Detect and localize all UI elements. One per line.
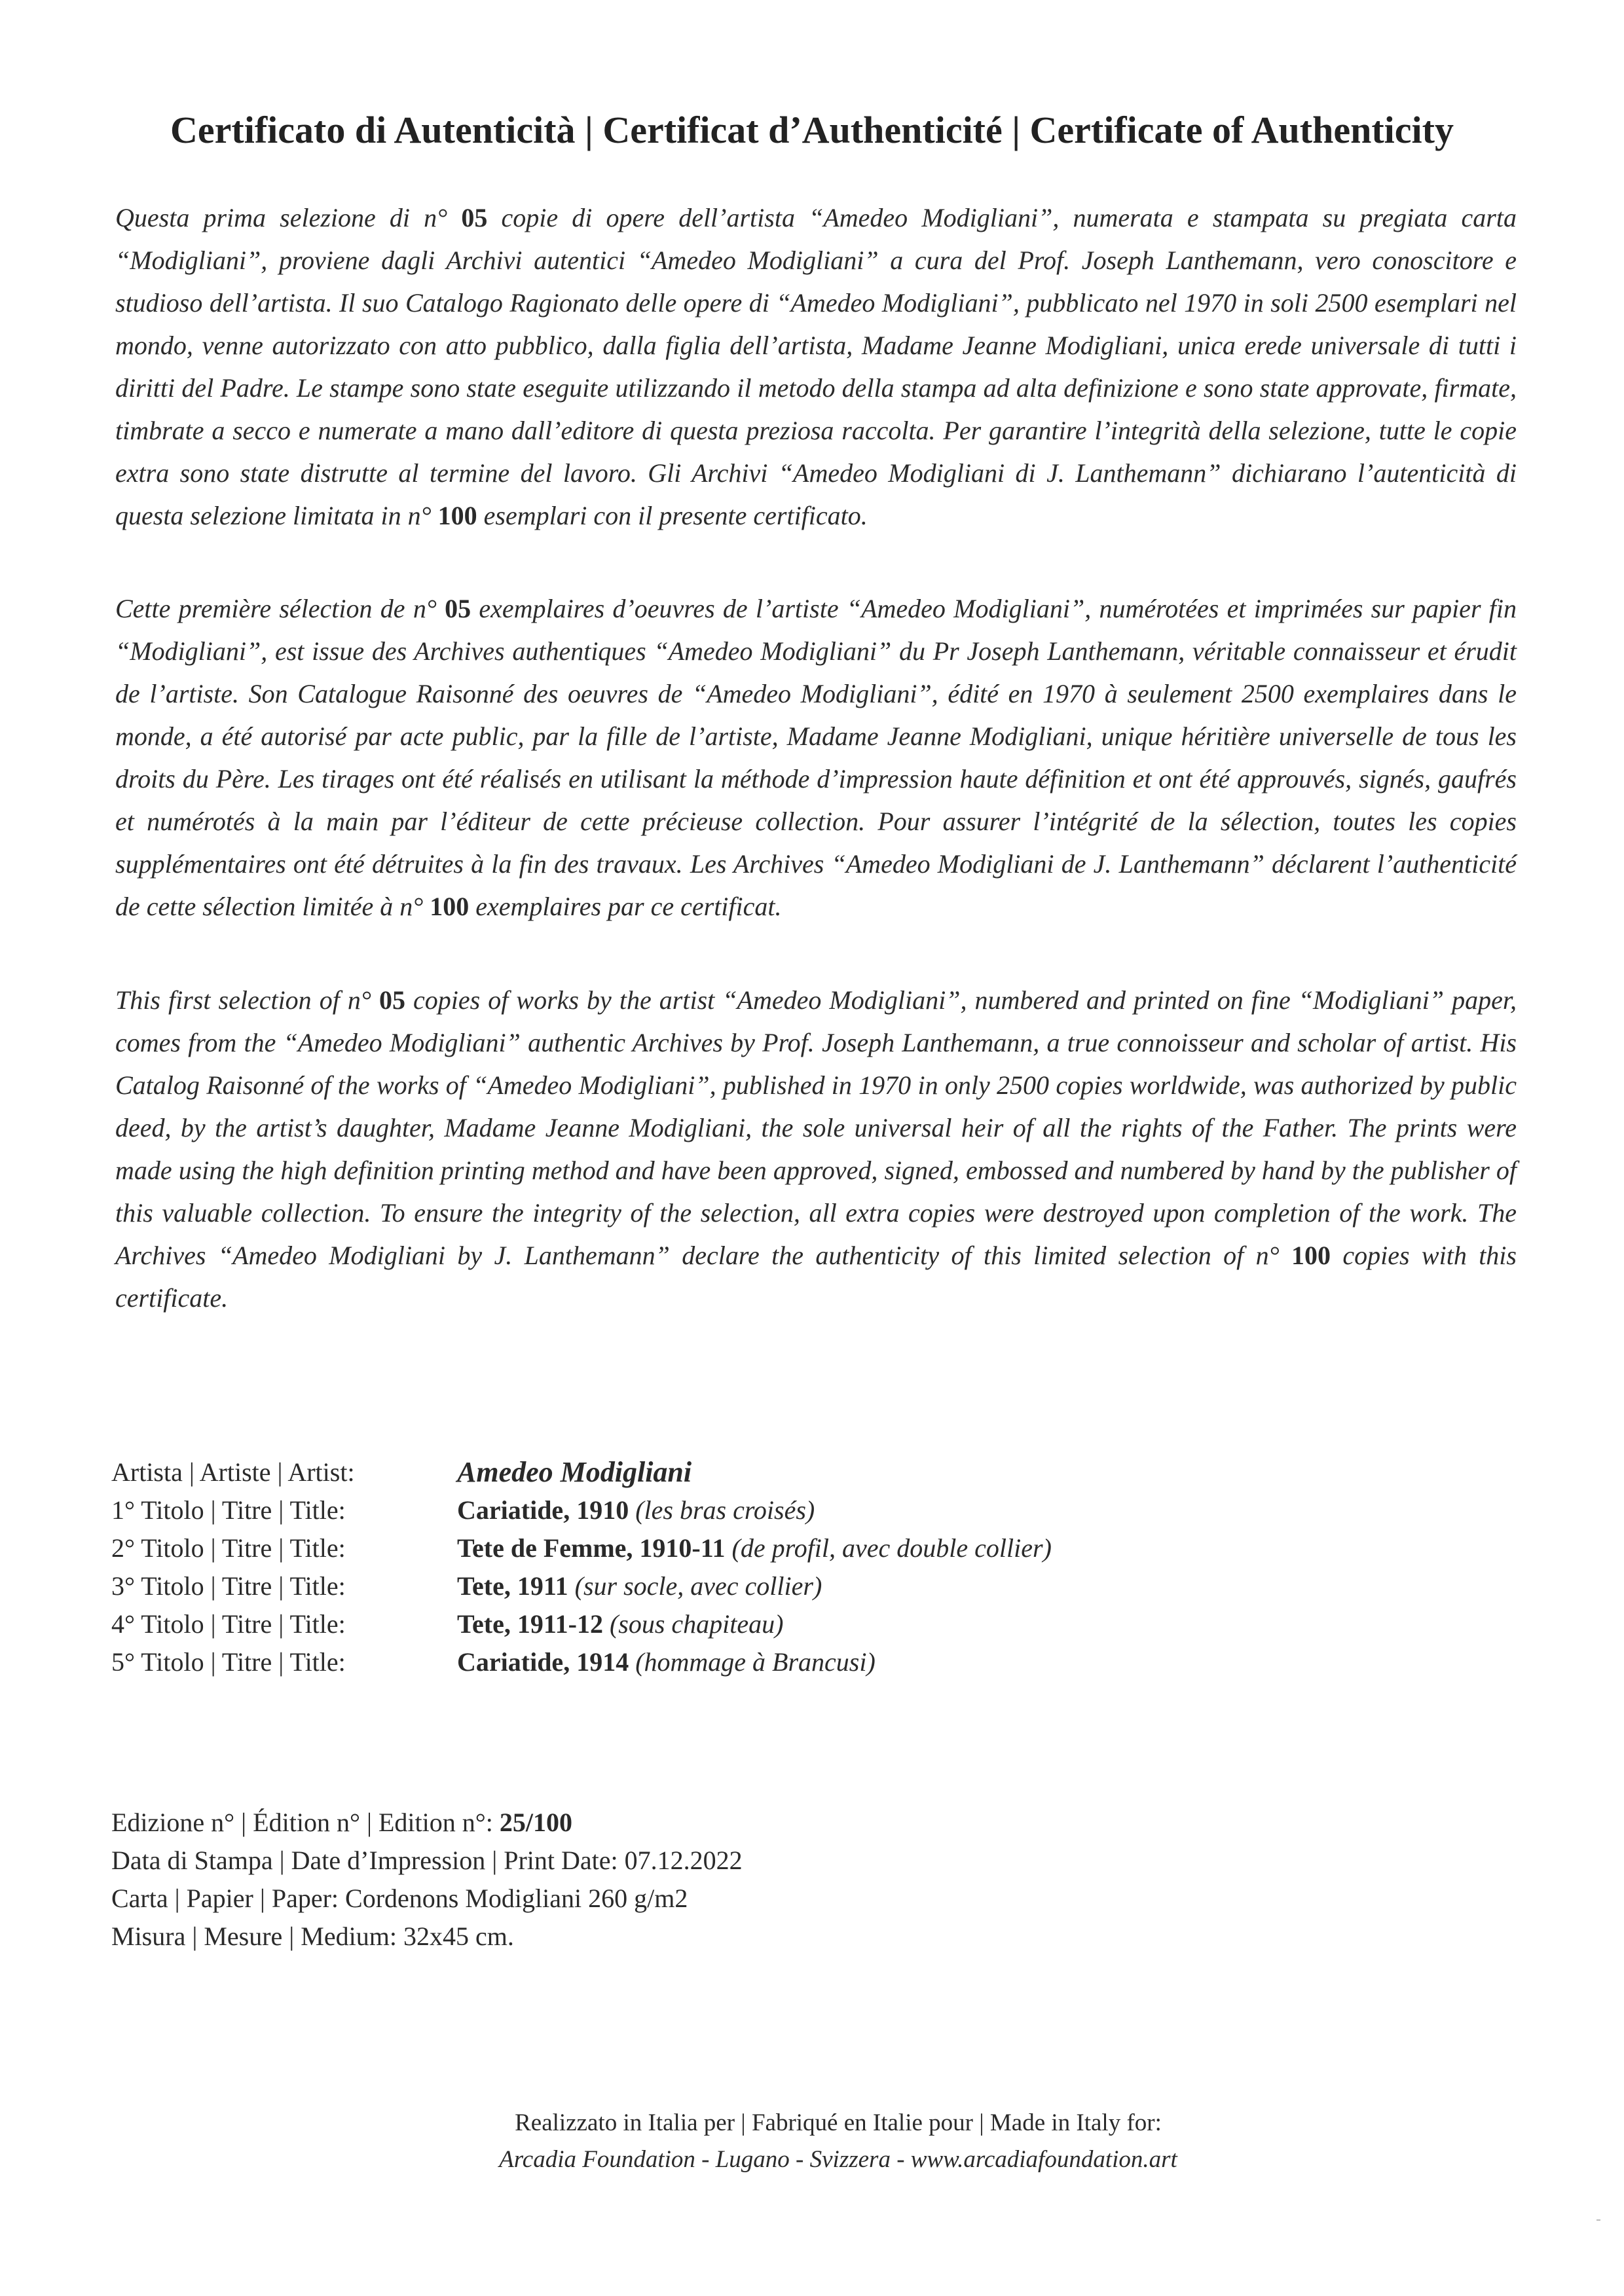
work-note: (hommage à Brancusi) <box>635 1647 876 1677</box>
copies-count: 05 <box>461 203 488 232</box>
work-title: Tete, 1911-12 <box>457 1609 603 1639</box>
paragraph-italian <box>115 196 1517 537</box>
work-title: Cariatide, 1910 <box>457 1495 629 1525</box>
edition-label: Edizione n° | Édition n° | Edition n°: <box>111 1808 493 1837</box>
certificate-title: Certificato di Autenticità | Certificat d’Authenticité | Certificate of Authenticity <box>170 109 1454 151</box>
work-note: (sur socle, avec collier) <box>574 1571 822 1601</box>
limited-count: 100 <box>430 892 470 921</box>
work-label: 1° Titolo | Titre | Title: <box>111 1495 346 1525</box>
size-label: Misura | Mesure | Medium: <box>111 1922 397 1951</box>
paragraph-french <box>115 587 1517 928</box>
scan-mark <box>1596 2219 1600 2221</box>
paragraph-english <box>115 979 1517 1319</box>
artist-label: Artista | Artiste | Artist: <box>111 1457 355 1487</box>
text-segment: copies of works by the artist “Amedeo Modigliani”, numbered and printed on fine “Modigliani” paper, comes from the “Amedeo Modigliani” authentic Archives by Prof. Joseph Lanthemann, a true connoisseur and scholar of artist. His Catalog Raisonné of the works of “Amedeo Modigliani”, published in 1970 in only 2500 copies worldwide, was authorized by public deed, by the artist’s daughter, Madame Jeanne Modigliani, the sole universal heir of all the rights of the Father. The prints were made using the high definition printing method and have been approved, signed, embossed and numbered by hand by the publisher of this valuable collection. To ensure the integrity of the selection, all extra copies were destroyed upon completion of the work. The Archives “Amedeo Modigliani by J. Lanthemann” declare the authenticity of this limited selection of n° <box>115 985 1517 1270</box>
text-segment: copies with this certificate. <box>115 1241 1517 1313</box>
work-note: (les bras croisés) <box>635 1495 815 1525</box>
edition-details <box>111 1804 743 1956</box>
work-title: Tete, 1911 <box>457 1571 568 1601</box>
print-date-row <box>111 1842 743 1880</box>
edition-number: 25/100 <box>499 1808 572 1837</box>
work-title: Tete de Femme, 1910-11 <box>457 1533 726 1563</box>
paper-row <box>111 1880 743 1918</box>
text-segment: This first selection of n° <box>115 985 379 1015</box>
made-in-line: Realizzato in Italia per | Fabriqué en Italie pour | Made in Italy for: <box>515 2109 1162 2136</box>
edition-number-row <box>111 1804 743 1842</box>
work-note: (de profil, avec double collier) <box>731 1533 1052 1563</box>
print-date-label: Data di Stampa | Date d’Impression | Print Date: <box>111 1846 618 1875</box>
work-label: 5° Titolo | Titre | Title: <box>111 1647 346 1677</box>
paper-type: Cordenons Modigliani 260 g/m2 <box>345 1884 688 1913</box>
print-date: 07.12.2022 <box>624 1846 743 1875</box>
paper-label: Carta | Papier | Paper: <box>111 1884 339 1913</box>
text-segment: copie di opere dell’artista “Amedeo Modigliani”, numerata e stampata su pregiata carta “Modigliani”, proviene dagli Archivi autentici “Amedeo Modigliani” a cura del Prof. Joseph Lanthemann, vero conoscitore e studioso dell’artista. Il suo Catalogo Ragionato delle opere di “Amedeo Modigliani”, pubblicato nel 1970 in soli 2500 esemplari nel mondo, venne autorizzato con atto pubblico, dalla figlia dell’artista, Madame Jeanne Modigliani, unica erede universale di tutti i diritti del Padre. Le stampe sono state eseguite utilizzando il metodo della stampa ad alta definizione e sono state approvate, firmate, timbrate a secco e numerate a mano dall’editore di questa preziosa raccolta. Per garantire l’integrità della selezione, tutte le copie extra sono state distrutte al termine del lavoro. Gli Archivi “Amedeo Modigliani di J. Lanthemann” dichiarano l’autenticità di questa selezione limitata in n° <box>115 203 1517 530</box>
copies-count: 05 <box>445 594 471 623</box>
work-title: Cariatide, 1914 <box>457 1647 629 1677</box>
limited-count: 100 <box>437 501 477 530</box>
size-row <box>111 1918 743 1956</box>
copies-count: 05 <box>378 985 405 1015</box>
footer <box>367 2105 1310 2178</box>
artist-name: Amedeo Modigliani <box>457 1456 692 1488</box>
publisher-line: Arcadia Foundation - Lugano - Svizzera - www.arcadiafoundation.art <box>499 2146 1177 2173</box>
work-label: 4° Titolo | Titre | Title: <box>111 1609 346 1639</box>
text-segment: exemplaires d’oeuvres de l’artiste “Amedeo Modigliani”, numérotées et imprimées sur papier fin “Modigliani”, est issue des Archives authentiques “Amedeo Modigliani” du Pr Joseph Lanthemann, véritable connaisseur et érudit de l’artiste. Son Catalogue Raisonné des oeuvres de “Amedeo Modigliani”, édité en 1970 à seulement 2500 exemplaires dans le monde, a été autorisé par acte public, par la fille de l’artiste, Madame Jeanne Modigliani, unique héritière universelle de tous les droits du Père. Les tirages ont été réalisés en utilisant la méthode d’impression haute définition et ont été approuvés, signés, gaufrés et numérotés à la main par l’éditeur de cette précieuse collection. Pour assurer l’intégrité de la sélection, toutes les copies supplémentaires ont été détruites à la fin des travaux. Les Archives “Amedeo Modigliani de J. Lanthemann” déclarent l’authenticité de cette sélection limitée à n° <box>115 594 1517 921</box>
text-segment: exemplaires par ce certificat. <box>469 892 782 921</box>
work-label: 3° Titolo | Titre | Title: <box>111 1571 346 1601</box>
work-note: (sous chapiteau) <box>609 1609 784 1639</box>
text-segment: esemplari con il presente certificato. <box>477 501 868 530</box>
work-label: 2° Titolo | Titre | Title: <box>111 1533 346 1563</box>
limited-count: 100 <box>1291 1241 1331 1270</box>
print-size: 32x45 cm. <box>403 1922 514 1951</box>
text-segment: Cette première sélection de n° <box>115 594 445 623</box>
text-segment: Questa prima selezione di n° <box>115 203 462 232</box>
